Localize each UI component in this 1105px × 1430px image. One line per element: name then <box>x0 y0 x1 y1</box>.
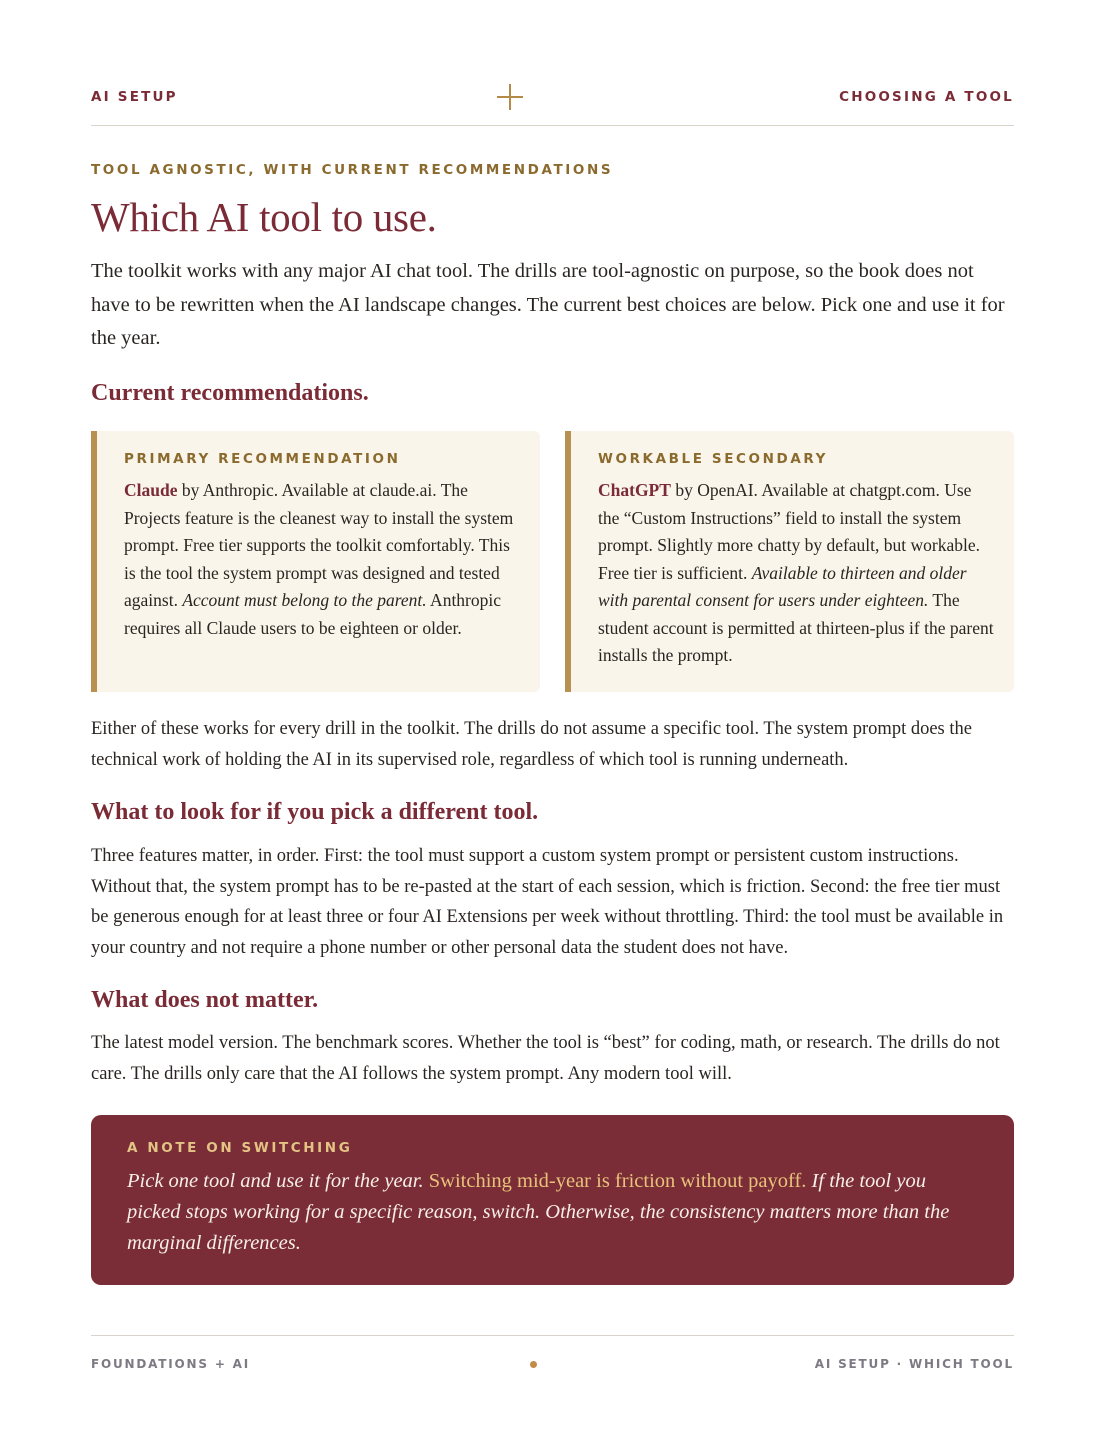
page-header <box>91 84 1014 126</box>
footer-section-label: AI SETUP · WHICH TOOL <box>814 1357 1014 1371</box>
primary-recommendation-card <box>91 431 540 692</box>
dot-icon <box>530 1361 537 1368</box>
note-highlight: Switching mid-year is friction without payoff. <box>428 1170 807 1192</box>
recommendations-heading: Current recommendations. <box>91 380 369 406</box>
switching-note-callout <box>91 1115 1014 1285</box>
header-chapter-label: CHOOSING A TOOL <box>839 89 1014 105</box>
eyebrow-label: TOOL AGNOSTIC, WITH CURRENT RECOMMENDATIONS <box>91 162 614 178</box>
not-matter-heading: What does not matter. <box>91 987 319 1013</box>
tool-name: Claude <box>124 480 178 500</box>
card-emphasis: Available to thirteen and older with parental consent for users under eighteen. <box>598 562 967 610</box>
not-matter-paragraph: The latest model version. The benchmark scores. Whether the tool is “best” for coding, math, or research. The drills do not care. The drills only care that the AI follows the system prompt. Any modern tool will. <box>91 1033 1000 1084</box>
cross-icon <box>497 84 523 110</box>
tool-name: ChatGPT <box>598 480 671 500</box>
secondary-recommendation-card <box>565 431 1014 692</box>
page-title: Which AI tool to use. <box>91 194 437 240</box>
card-label: PRIMARY RECOMMENDATION <box>124 451 401 467</box>
different-tool-heading: What to look for if you pick a different tool. <box>91 799 539 825</box>
note-body: Pick one tool and use it for the year. Switching mid-year is friction without payoff. If the tool you picked stops working for a specific reason, switch. Otherwise, the consistency matters more than the marginal differences. <box>127 1170 950 1254</box>
card-emphasis: Account must belong to the parent. <box>182 590 427 610</box>
page-footer <box>91 1335 1014 1375</box>
card-body: ChatGPT by OpenAI. Available at chatgpt.com. Use the “Custom Instructions” field to install the system prompt. Slightly more chatty by default, but workable. Free tier is sufficient. Available to thirteen and older with parental consent for users under eighteen. The student account is permitted at thirteen-plus if the parent installs the prompt. <box>598 480 994 665</box>
note-label: A NOTE ON SWITCHING <box>127 1140 353 1156</box>
card-body: Claude by Anthropic. Available at claude.ai. The Projects feature is the cleanest way to install the system prompt. Free tier supports the toolkit comfortably. This is the tool the system prompt was designed and tested against. Account must belong to the parent. Anthropic requires all Claude users to be eighteen or older. <box>124 480 514 638</box>
either-paragraph: Either of these works for every drill in the toolkit. The drills do not assume a specific tool. The system prompt does the technical work of holding the AI in its supervised role, regardless of which tool is running underneath. <box>91 719 972 770</box>
intro-paragraph: The toolkit works with any major AI chat tool. The drills are tool-agnostic on purpose, so the book does not have to be rewritten when the AI landscape changes. The current best choices are below. Pick one and use it for the year. <box>91 260 1005 349</box>
header-section-label: AI SETUP <box>91 89 178 105</box>
card-label: WORKABLE SECONDARY <box>598 451 828 467</box>
different-tool-paragraph: Three features matter, in order. First: the tool must support a custom system prompt or persistent custom instructions. Without that, the system prompt has to be re-pasted at the start of each session, which is friction. Second: the free tier must be generous enough for at least three or four AI Extensions per week without throttling. Third: the tool must be available in your country and not require a phone number or other personal data the student does not have. <box>91 846 1004 958</box>
footer-book-label: FOUNDATIONS + AI <box>91 1357 251 1371</box>
